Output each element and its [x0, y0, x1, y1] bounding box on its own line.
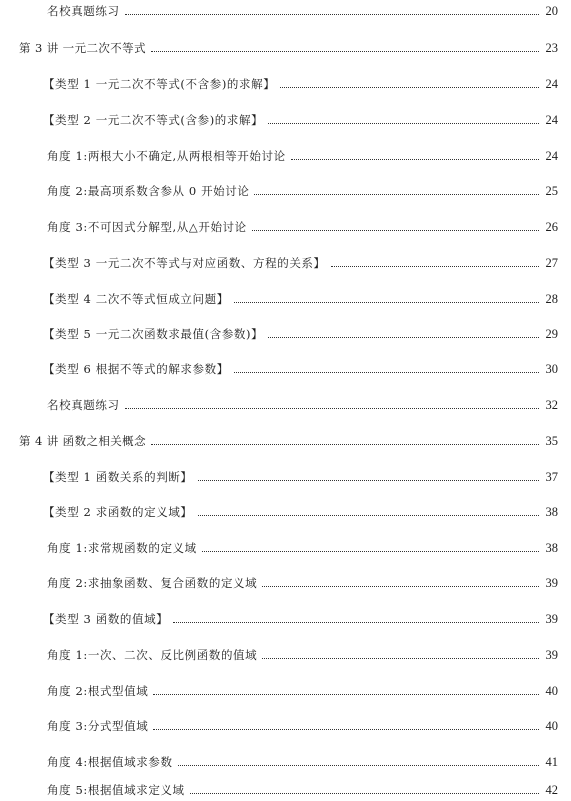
toc-entry[interactable] — [0, 356, 571, 376]
toc-page-number: 39 — [545, 612, 558, 626]
toc-page-number: 26 — [545, 220, 558, 234]
toc-entry-title: 角度 2:最高项系数含参从 0 开始讨论 — [47, 184, 250, 198]
toc-entry[interactable] — [0, 286, 571, 306]
toc-page-number: 25 — [545, 184, 558, 198]
toc-entry[interactable] — [0, 642, 571, 662]
toc-entry[interactable] — [0, 392, 571, 412]
toc-page-number: 20 — [545, 4, 558, 18]
toc-page-number: 30 — [545, 362, 558, 376]
toc-entry[interactable] — [0, 250, 571, 270]
dot-leader — [190, 792, 539, 794]
toc-page-number: 42 — [545, 783, 558, 797]
toc-entry-title: 角度 2:根式型值域 — [47, 684, 149, 698]
dot-leader — [153, 693, 539, 695]
toc-page-number: 32 — [545, 398, 558, 412]
dot-leader — [198, 514, 539, 516]
dot-leader — [125, 13, 539, 15]
toc-entry[interactable] — [0, 570, 571, 590]
toc-entry-title: 角度 1:求常规函数的定义域 — [47, 541, 197, 555]
dot-leader — [153, 728, 539, 730]
toc-page-number: 24 — [545, 113, 558, 127]
toc-entry-title: 第 3 讲 一元二次不等式 — [19, 41, 146, 55]
dot-leader — [202, 550, 539, 552]
toc-entry[interactable] — [0, 428, 571, 448]
toc-entry[interactable] — [0, 606, 571, 626]
toc-entry-title: 角度 5:根据值域求定义域 — [47, 783, 185, 797]
toc-entry[interactable] — [0, 107, 571, 127]
toc-entry[interactable] — [0, 777, 571, 797]
toc-entry[interactable] — [0, 178, 571, 198]
toc-entry-title: 第 4 讲 函数之相关概念 — [19, 434, 146, 448]
toc-entry-title: 【类型 6 根据不等式的解求参数】 — [43, 362, 229, 376]
toc-entry-title: 角度 4:根据值域求参数 — [47, 755, 173, 769]
toc-entry[interactable] — [0, 713, 571, 733]
toc-entry-title: 名校真题练习 — [47, 4, 120, 18]
toc-page-number: 35 — [545, 434, 558, 448]
toc-entry[interactable] — [0, 321, 571, 341]
toc-entry[interactable] — [0, 35, 571, 55]
toc-entry-title: 【类型 1 函数关系的判断】 — [43, 470, 193, 484]
toc-entry-title: 【类型 3 函数的值域】 — [43, 612, 169, 626]
toc-entry[interactable] — [0, 749, 571, 769]
toc-page-number: 41 — [545, 755, 558, 769]
dot-leader — [234, 301, 539, 303]
dot-leader — [291, 158, 539, 160]
dot-leader — [173, 621, 539, 623]
toc-page-number: 39 — [545, 648, 558, 662]
dot-leader — [234, 371, 539, 373]
toc-entry-title: 【类型 2 一元二次不等式(含参)的求解】 — [43, 113, 264, 127]
toc-page-number: 38 — [545, 541, 558, 555]
toc-entry-title: 角度 1:一次、二次、反比例函数的值域 — [47, 648, 258, 662]
toc-page-number: 39 — [545, 576, 558, 590]
toc-entry[interactable] — [0, 71, 571, 91]
toc-page-number: 37 — [545, 470, 558, 484]
toc-page-number: 24 — [545, 77, 558, 91]
toc-entry[interactable] — [0, 678, 571, 698]
dot-leader — [198, 479, 539, 481]
toc-entry[interactable] — [0, 535, 571, 555]
toc-entry[interactable] — [0, 464, 571, 484]
toc-entry[interactable] — [0, 499, 571, 519]
toc-entry-title: 角度 2:求抽象函数、复合函数的定义域 — [47, 576, 258, 590]
toc-entry[interactable] — [0, 214, 571, 234]
dot-leader — [280, 86, 539, 88]
toc-page-number: 40 — [545, 719, 558, 733]
dot-leader — [254, 193, 539, 195]
dot-leader — [125, 407, 539, 409]
dot-leader — [178, 764, 539, 766]
toc-page-number: 40 — [545, 684, 558, 698]
toc-page-number: 23 — [545, 41, 558, 55]
toc-entry[interactable] — [0, 0, 571, 18]
dot-leader — [262, 585, 539, 587]
toc-entry-title: 角度 3:不可因式分解型,从△开始讨论 — [47, 220, 247, 234]
toc-page-number: 38 — [545, 505, 558, 519]
dot-leader — [252, 229, 539, 231]
toc-entry-title: 【类型 5 一元二次函数求最值(含参数)】 — [43, 327, 264, 341]
dot-leader — [151, 50, 539, 52]
dot-leader — [331, 265, 539, 267]
toc-entry-title: 【类型 2 求函数的定义域】 — [43, 505, 193, 519]
dot-leader — [151, 443, 539, 445]
toc-page-number: 24 — [545, 149, 558, 163]
toc-entry-title: 角度 3:分式型值域 — [47, 719, 149, 733]
toc-page-number: 29 — [545, 327, 558, 341]
toc-entry[interactable] — [0, 143, 571, 163]
toc-page-number: 28 — [545, 292, 558, 306]
toc-entry-title: 【类型 1 一元二次不等式(不含参)的求解】 — [43, 77, 276, 91]
dot-leader — [262, 657, 539, 659]
toc-entry-title: 【类型 4 二次不等式恒成立问题】 — [43, 292, 229, 306]
dot-leader — [268, 336, 539, 338]
toc-entry-title: 【类型 3 一元二次不等式与对应函数、方程的关系】 — [43, 256, 326, 270]
dot-leader — [268, 122, 539, 124]
toc-entry-title: 名校真题练习 — [47, 398, 120, 412]
toc-entry-title: 角度 1:两根大小不确定,从两根相等开始讨论 — [47, 149, 286, 163]
toc-page-number: 27 — [545, 256, 558, 270]
